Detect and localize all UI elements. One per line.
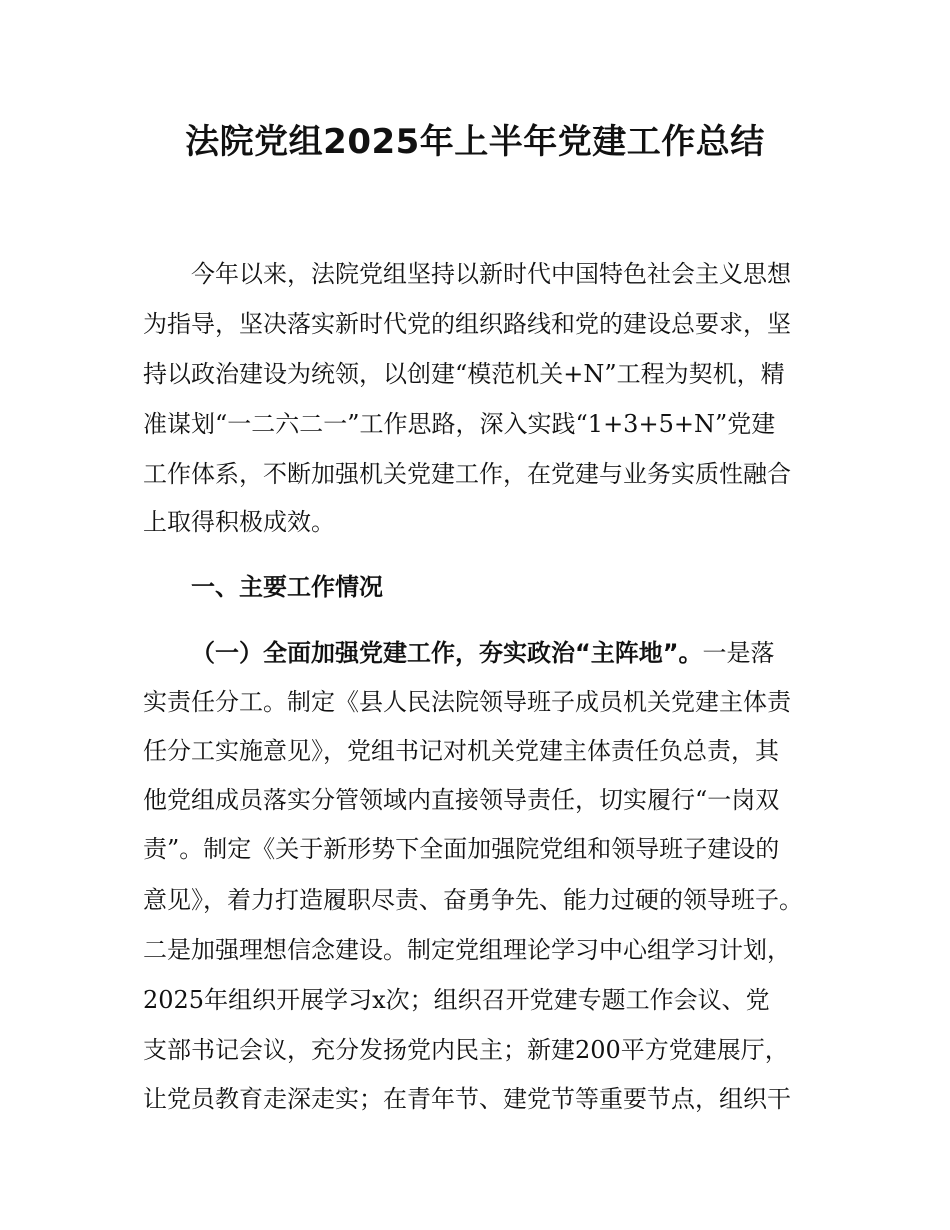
body-line: 任分工实施意见》，党组书记对机关党建主体责任负总责，其 [143, 737, 779, 765]
body-line: 意见》，着力打造履职尽责、奋勇争先、能力过硬的领导班子。 [143, 886, 803, 914]
intro-line: 持以政治建设为统领，以创建“模范机关+N”工程为契机，精 [143, 360, 785, 388]
intro-line: 准谋划“一二六二一”工作思路，深入实践“1+3+5+N”党建 [143, 410, 776, 438]
intro-line: 今年以来，法院党组坚持以新时代中国特色社会主义思想 [191, 260, 791, 288]
body-line: 让党员教育走深走实；在青年节、建党节等重要节点，组织干 [143, 1085, 791, 1113]
subsection-first-line [191, 627, 775, 679]
subsection-first-line-text: 一是落 [702, 639, 775, 667]
body-line: 2025年组织开展学习x次；组织召开党建专题工作会议、党 [143, 986, 770, 1014]
body-line: 他党组成员落实分管领域内直接领导责任，切实履行“一岗双 [143, 786, 780, 814]
body-line: 二是加强理想信念建设。制定党组理论学习中心组学习计划， [143, 936, 791, 964]
intro-line: 工作体系，不断加强机关党建工作，在党建与业务实质性融合 [143, 460, 791, 488]
document-title: 法院党组2025年上半年党建工作总结 [185, 122, 765, 162]
section-heading: 一、主要工作情况 [191, 573, 383, 601]
subsection-heading: （一）全面加强党建工作，夯实政治“主阵地”。 [191, 639, 703, 667]
body-line: 责”。制定《关于新形势下全面加强院党组和领导班子建设的 [143, 835, 780, 863]
body-line: 支部书记会议，充分发扬党内民主；新建200平方党建展厅， [143, 1036, 789, 1064]
intro-line: 上取得积极成效。 [143, 508, 335, 536]
body-line: 实责任分工。制定《县人民法院领导班子成员机关党建主体责 [143, 688, 791, 716]
intro-line: 为指导，坚决落实新时代党的组织路线和党的建设总要求，坚 [143, 310, 791, 338]
